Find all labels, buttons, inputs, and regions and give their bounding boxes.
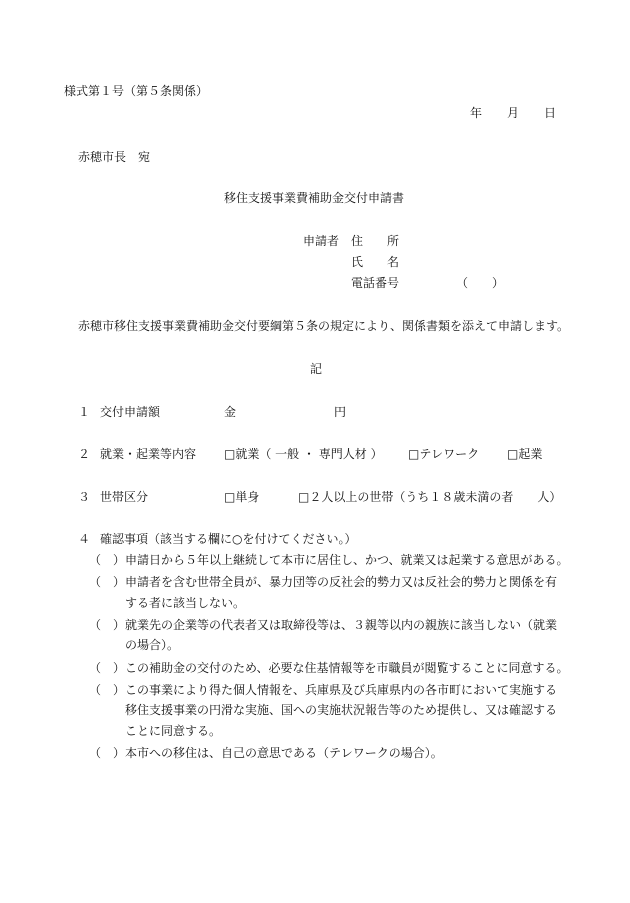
- phone-label: 電話番号: [351, 276, 400, 290]
- item-1-label: 交付申請額: [100, 405, 161, 419]
- multi-household-checkbox[interactable]: [298, 488, 561, 505]
- confirmation-4-text: この補助金の交付のため、必要な住基情報等を市職員が閲覧することに同意する。: [125, 661, 569, 675]
- document-title: 移住支援事業費補助金交付申請書: [224, 191, 405, 205]
- confirmation-2-text: 申請者を含む世帯全員が、暴力団等の反社会的勢力又は反社会的勢力と関係を有: [125, 575, 558, 589]
- confirmation-2-text: する者に該当しない。: [125, 596, 246, 610]
- confirmation-5-text: ことに同意する。: [125, 724, 222, 738]
- item-3-number: ３: [78, 490, 91, 504]
- item-1-en: 円: [334, 405, 347, 419]
- employment-checkbox[interactable]: [224, 445, 383, 462]
- date-day-label: 日: [544, 106, 557, 120]
- name-label: 氏 名: [351, 255, 400, 269]
- telework-option-label: テレワーク: [419, 447, 480, 461]
- date-year-label: 年: [470, 106, 483, 120]
- confirmation-6-text: 本市への移住は、自己の意思である（テレワークの場合）。: [125, 746, 443, 760]
- telework-checkbox[interactable]: [408, 445, 479, 462]
- address-label: 住 所: [351, 234, 400, 248]
- confirmation-4-mark-field[interactable]: （ ）: [89, 661, 126, 675]
- confirmation-5-mark-field[interactable]: （ ）: [89, 683, 126, 697]
- addressee: 赤穂市長 宛: [78, 150, 151, 164]
- startup-checkbox[interactable]: [507, 445, 542, 462]
- confirmation-2-mark-field[interactable]: （ ）: [89, 575, 126, 589]
- applicant-label: 申請者: [303, 234, 340, 248]
- multi-household-label: ２人以上の世帯（うち１８歳未満の者 人）: [309, 490, 562, 504]
- item-2-label: 就業・起業等内容: [100, 447, 197, 461]
- confirmation-1-text: 申請日から５年以上継続して本市に居住し、かつ、就業又は起業する意思がある。: [125, 553, 569, 567]
- intro-text: 赤穂市移住支援事業費補助金交付要綱第５条の規定により、関係書類を添えて申請します。: [78, 319, 570, 333]
- item-2-number: ２: [78, 447, 91, 461]
- confirmation-3-text: 就業先の企業等の代表者又は取締役等は、３親等以内の親族に該当しない（就業: [125, 618, 558, 632]
- confirmation-6-mark-field[interactable]: （ ）: [89, 746, 126, 760]
- confirmation-5-text: 移住支援事業の円滑な実施、国への実施状況報告等のため提供し、又は確認する: [125, 703, 558, 717]
- item-1-kin: 金: [224, 405, 237, 419]
- confirmation-5-text: この事業により得た個人情報を、兵庫県及び兵庫県内の各市町において実施する: [125, 683, 558, 697]
- startup-option-label: 起業: [518, 447, 543, 461]
- item-4-label: 確認事項（該当する欄に○を付けてください。）: [100, 532, 357, 546]
- form-number: 様式第１号（第５条関係）: [64, 84, 209, 98]
- confirmation-3-text: の場合）。: [125, 638, 180, 652]
- phone-paren: （ ）: [456, 276, 505, 290]
- confirmation-1-mark-field[interactable]: （ ）: [89, 553, 126, 567]
- item-3-label: 世帯区分: [100, 490, 149, 504]
- single-household-label: 単身: [235, 490, 260, 504]
- item-1-number: １: [78, 405, 91, 419]
- date-month-label: 月: [507, 106, 520, 120]
- ki-heading: 記: [310, 362, 323, 376]
- item-4-number: ４: [78, 532, 91, 546]
- single-household-checkbox[interactable]: [224, 488, 259, 505]
- confirmation-3-mark-field[interactable]: （ ）: [89, 618, 126, 632]
- employment-option-label: 就業（ 一般 ・ 専門人材 ）: [235, 447, 383, 461]
